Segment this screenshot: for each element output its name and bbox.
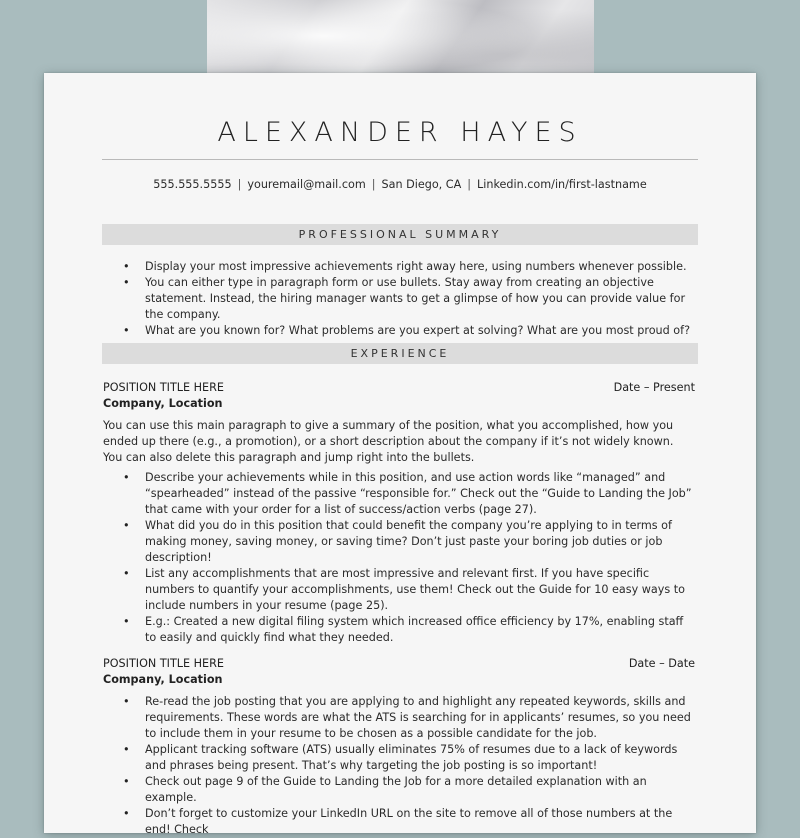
candidate-name: ALEXANDER HAYES <box>217 117 583 148</box>
job-title: POSITION TITLE HERE <box>103 657 224 670</box>
job-title: POSITION TITLE HERE <box>103 381 224 394</box>
contact-linkedin: Linkedin.com/in/first-lastname <box>477 178 647 191</box>
summary-heading: PROFESSIONAL SUMMARY <box>102 224 698 245</box>
job-bullet: • Applicant tracking software (ATS) usually eliminates 75% of resumes due to a lack of keywords and phrases being present. That’s why targeting the job posting is so important! <box>103 742 695 774</box>
summary-list <box>103 259 703 339</box>
job-company: Company, Location <box>103 397 223 410</box>
resume-page <box>44 73 756 836</box>
contact-separator: | <box>467 178 472 191</box>
summary-bullet: • What are you known for? What problems are you expert at solving? What are you most proud of? <box>103 323 703 339</box>
job-summary-paragraph: You can use this main paragraph to give a summary of the position, what you accomplished, how you ended up there (e.g., a promotion), or a short description about the company if it’s not widely known. You can also delete this paragraph and jump right into the bullets. <box>103 419 674 464</box>
name-divider <box>102 159 698 160</box>
contact-email: youremail@mail.com <box>247 178 366 191</box>
contact-line <box>44 177 756 193</box>
job-header <box>103 656 695 672</box>
contact-separator: | <box>371 178 376 191</box>
job-date: Date – Present <box>613 381 695 394</box>
contact-location: San Diego, CA <box>381 178 462 191</box>
job-bullet: • Check out page 9 of the Guide to Landing the Job for a more detailed explanation with an example. <box>103 774 695 806</box>
contact-phone: 555.555.5555 <box>153 178 232 191</box>
job-bullet-list <box>103 694 695 838</box>
job-company: Company, Location <box>103 673 223 686</box>
summary-bullet: • You can either type in paragraph form or use bullets. Stay away from creating an objective statement. Instead, the hiring manager wants to get a glimpse of how you can provide value for the company. <box>103 275 703 323</box>
job-entry <box>103 656 695 838</box>
job-entry <box>103 380 695 646</box>
job-header <box>103 380 695 396</box>
job-bullet-list <box>103 470 695 646</box>
experience-heading: EXPERIENCE <box>102 343 698 364</box>
job-date: Date – Date <box>628 657 695 670</box>
job-bullet: • List any accomplishments that are most impressive and relevant first. If you have specific numbers to quantify your accomplishments, use them! Check out the Guide for 10 easy ways to include numbers in your resume (page 25). <box>103 566 695 614</box>
summary-bullet: • Display your most impressive achievements right away here, using numbers whenever possible. <box>103 259 703 275</box>
job-bullet: • Re-read the job posting that you are applying to and highlight any repeated keywords, skills and requirements. These words are what the ATS is searching for in applicants’ resumes, so you need to include them in your resume to be chosen as a possible candidate for the job. <box>103 694 695 742</box>
job-bullet: • What did you do in this position that could benefit the company you’re applying to in terms of making money, saving money, or saving time? Don’t just paste your boring job duties or job description! <box>103 518 695 566</box>
contact-separator: | <box>237 178 242 191</box>
job-bullet: • E.g.: Created a new digital filing system which increased office efficiency by 17%, enabling staff to easily and quickly find what they needed. <box>103 614 695 646</box>
job-bullet: • Describe your achievements while in this position, and use action words like “managed” and “spearheaded” instead of the passive “responsible for.” Check out the “Guide to Landing the Job” that came with your order for a list of success/action verbs (page 27). <box>103 470 695 518</box>
job-bullet: • Don’t forget to customize your LinkedIn URL on the site to remove all of those numbers at the end! Check <box>103 806 695 838</box>
